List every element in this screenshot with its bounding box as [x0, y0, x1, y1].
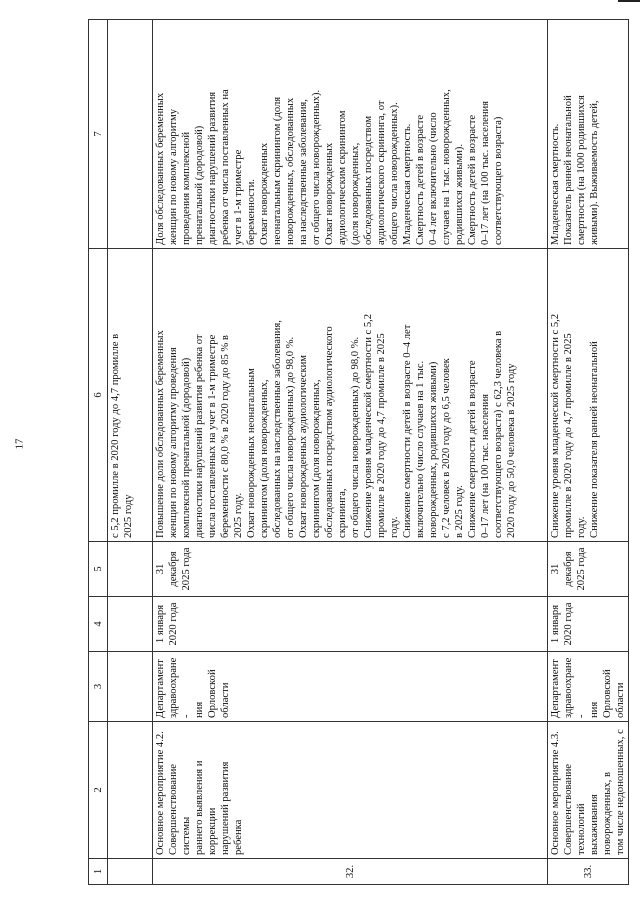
row-number: 32. — [153, 859, 548, 885]
header-cell: 1 — [89, 859, 108, 885]
text-line: Департамент — [550, 659, 561, 718]
text-line: беременности с 80,0 % в 2020 году до 85 % в — [220, 335, 231, 538]
text-line: обследованных посредством аудиологического — [324, 326, 335, 538]
header-cell: 6 — [89, 249, 108, 542]
text-line: 0–17 лет (на 100 тыс. населения — [480, 100, 491, 245]
text-line: смертности (на 1000 родившихся — [576, 95, 587, 245]
text-line: пренатальной (дородовой) — [194, 125, 205, 245]
executor-cell — [153, 652, 548, 722]
table-row — [548, 20, 629, 885]
text-line: комплексной пренатальной (дородовой) — [181, 357, 192, 538]
text-line: соответствующего возраста) с 62,3 человека в — [493, 330, 504, 538]
text-line: Доля обследованных беременных — [155, 92, 166, 245]
text-line: Показатель ранней неонатальной — [563, 95, 574, 245]
text-line: обследованных посредством — [363, 115, 374, 245]
end-date-cell — [153, 542, 548, 597]
continuation-result — [108, 249, 153, 542]
text-line: ния Орловской — [194, 669, 218, 718]
text-line: Снижение показателя ранней неонатальной — [589, 341, 600, 538]
text-line: Основное мероприятие 4.2. — [155, 731, 166, 855]
text-line: Снижение уровня младенческой смертности с 5,2 — [550, 313, 561, 538]
text-line: 0–17 лет (на 100 тыс. населения — [480, 393, 491, 538]
text-line: декабря — [563, 551, 574, 587]
text-line: 2025 году. — [233, 492, 244, 538]
text-line: 0–4 лет включительно (число — [428, 112, 439, 245]
text-line: скрининга, — [337, 488, 348, 538]
start-date-cell — [548, 597, 629, 652]
continuation-row — [108, 20, 153, 885]
text-line: декабря — [168, 551, 179, 587]
text-line: беременности. — [246, 179, 257, 245]
text-line: году. — [389, 516, 400, 538]
result-cell — [548, 249, 629, 542]
header-cell: 7 — [89, 20, 108, 249]
text-line: скринингом (доля новорожденных, — [311, 379, 322, 538]
text-line: обследованных на наследственные заболевания, — [272, 320, 283, 538]
text-line: нарушений развития ребенка — [220, 761, 244, 855]
indicator-cell — [153, 20, 548, 249]
text-line: 31 — [550, 563, 561, 575]
text-line: женщин по новому алгоритму — [168, 108, 179, 245]
text-line: Основное мероприятие 4.3. — [550, 731, 561, 855]
start-date-cell — [153, 597, 548, 652]
text-line: ребенка от числа поставленных на — [220, 89, 231, 245]
text-line: Снижение смертности детей в возрасте — [467, 360, 478, 538]
text-line: (доля новорожденных, — [350, 142, 361, 245]
measure-cell — [153, 722, 548, 859]
text-line: выхаживания новорожденных, в — [589, 772, 613, 855]
corner-mark — [618, 0, 640, 16]
text-line: 2020 году до 50,0 человека в 2025 году — [506, 363, 517, 538]
header-cell: 3 — [89, 652, 108, 722]
document-sheet — [88, 20, 626, 885]
indicator-cell — [548, 20, 629, 249]
text-line: живыми). Выживаемость детей, — [589, 100, 600, 245]
text-line: учет в 1-м триместре — [233, 149, 244, 245]
text-line: диагностики нарушений развития — [207, 91, 218, 245]
text-line: Охват новорожденных — [259, 142, 270, 245]
header-cell: 4 — [89, 597, 108, 652]
text-line: 2025 году — [123, 494, 134, 538]
text-line: том числе недоношенных, с — [615, 729, 626, 855]
row-number: 33. — [548, 859, 629, 885]
text-line: Смертность детей в возрасте — [415, 114, 426, 245]
program-table — [88, 19, 629, 885]
end-date-cell — [548, 542, 629, 597]
text-line: 31 — [155, 563, 166, 575]
text-line: неонатальным скринингом (доля — [272, 96, 283, 245]
text-line: скринингом (доля новорожденных, — [259, 379, 270, 538]
text-line: Повышение доли обследованных беременных — [155, 330, 166, 538]
text-line: здравоохране- — [563, 657, 587, 718]
text-line: новорожденных, родившихся живыми) — [428, 361, 439, 538]
text-line: Младенческая смертность. — [550, 123, 561, 245]
text-line: промилле в 2020 году до 4,7 промилле в 2025 — [563, 333, 574, 538]
text-line: Младенческая смертность. — [402, 123, 413, 245]
text-line: соответствующего возраста) — [493, 116, 504, 245]
text-line: Снижение уровня младенческой смертности с 5,2 — [363, 313, 374, 538]
page-number: 17 — [13, 438, 26, 450]
text-line: с 7,2 человек в 2020 году до 6,5 человек — [441, 358, 452, 538]
text-line: от общего числа новорожденных) до 98,0 %. — [285, 336, 296, 538]
header-cell: 2 — [89, 722, 108, 859]
text-line: Охват новорожденных неонатальным — [246, 368, 257, 538]
text-line: Снижение смертности детей в возрасте 0–4 лет — [402, 324, 413, 538]
result-cell — [153, 249, 548, 542]
header-row — [89, 20, 108, 885]
text-line: от общего числа новорожденных). — [311, 89, 322, 245]
text-line: Смертность детей в возрасте — [467, 114, 478, 245]
text-line: Совершенствование технологий — [563, 764, 587, 855]
text-line: промилле в 2020 году до 4,7 промилле в 2025 — [376, 333, 387, 538]
text-line: Департамент — [155, 659, 166, 718]
text-line: новорожденных, обследованных — [285, 97, 296, 245]
text-line: в 2025 году. — [454, 485, 465, 538]
measure-cell — [548, 722, 629, 859]
text-line: диагностики нарушений развития ребенка от — [194, 334, 205, 538]
text-line: 2020 года — [563, 602, 574, 646]
text-line: ния Орловской — [589, 669, 613, 718]
text-line: на наследственные заболевания, — [298, 99, 309, 245]
text-line: с 5,2 промилле в 2020 году до 4,7 промилле в — [110, 333, 121, 538]
text-line: здравоохране- — [168, 657, 192, 718]
text-line: Охват новорожденных — [324, 142, 335, 245]
text-line: Совершенствование системы — [168, 764, 192, 855]
text-line: Охват новорожденных аудиологическим — [298, 355, 309, 538]
text-line: числа поставленных на учет в 1-м триместре — [207, 334, 218, 538]
text-line: общего числа новорожденных). — [389, 102, 400, 245]
text-line: аудиологического скрининга, от — [376, 100, 387, 245]
text-line: раннего выявления и коррекции — [194, 760, 218, 855]
text-line: области — [220, 682, 231, 718]
text-line: области — [615, 682, 626, 718]
text-line: 1 января — [550, 604, 561, 644]
text-line: 2025 года — [576, 547, 587, 591]
text-line: случаев на 1 тыс. новорожденных, — [441, 89, 452, 245]
text-line: женщин по новому алгоритму проведения — [168, 347, 179, 538]
text-line: проведения комплексной — [181, 131, 192, 245]
header-cell: 5 — [89, 542, 108, 597]
text-line: включительно (число случаев на 1 тыс. — [415, 360, 426, 538]
executor-cell — [548, 652, 629, 722]
text-line: 2025 года — [181, 547, 192, 591]
text-line: от общего числа новорожденных) до 98,0 %. — [350, 336, 361, 538]
table-row — [153, 20, 548, 885]
text-line: 1 января — [155, 604, 166, 644]
text-line: аудиологическим скринингом — [337, 110, 348, 245]
text-line: 2020 года — [168, 602, 179, 646]
text-line: родившихся живыми). — [454, 143, 465, 245]
text-line: году. — [576, 516, 587, 538]
